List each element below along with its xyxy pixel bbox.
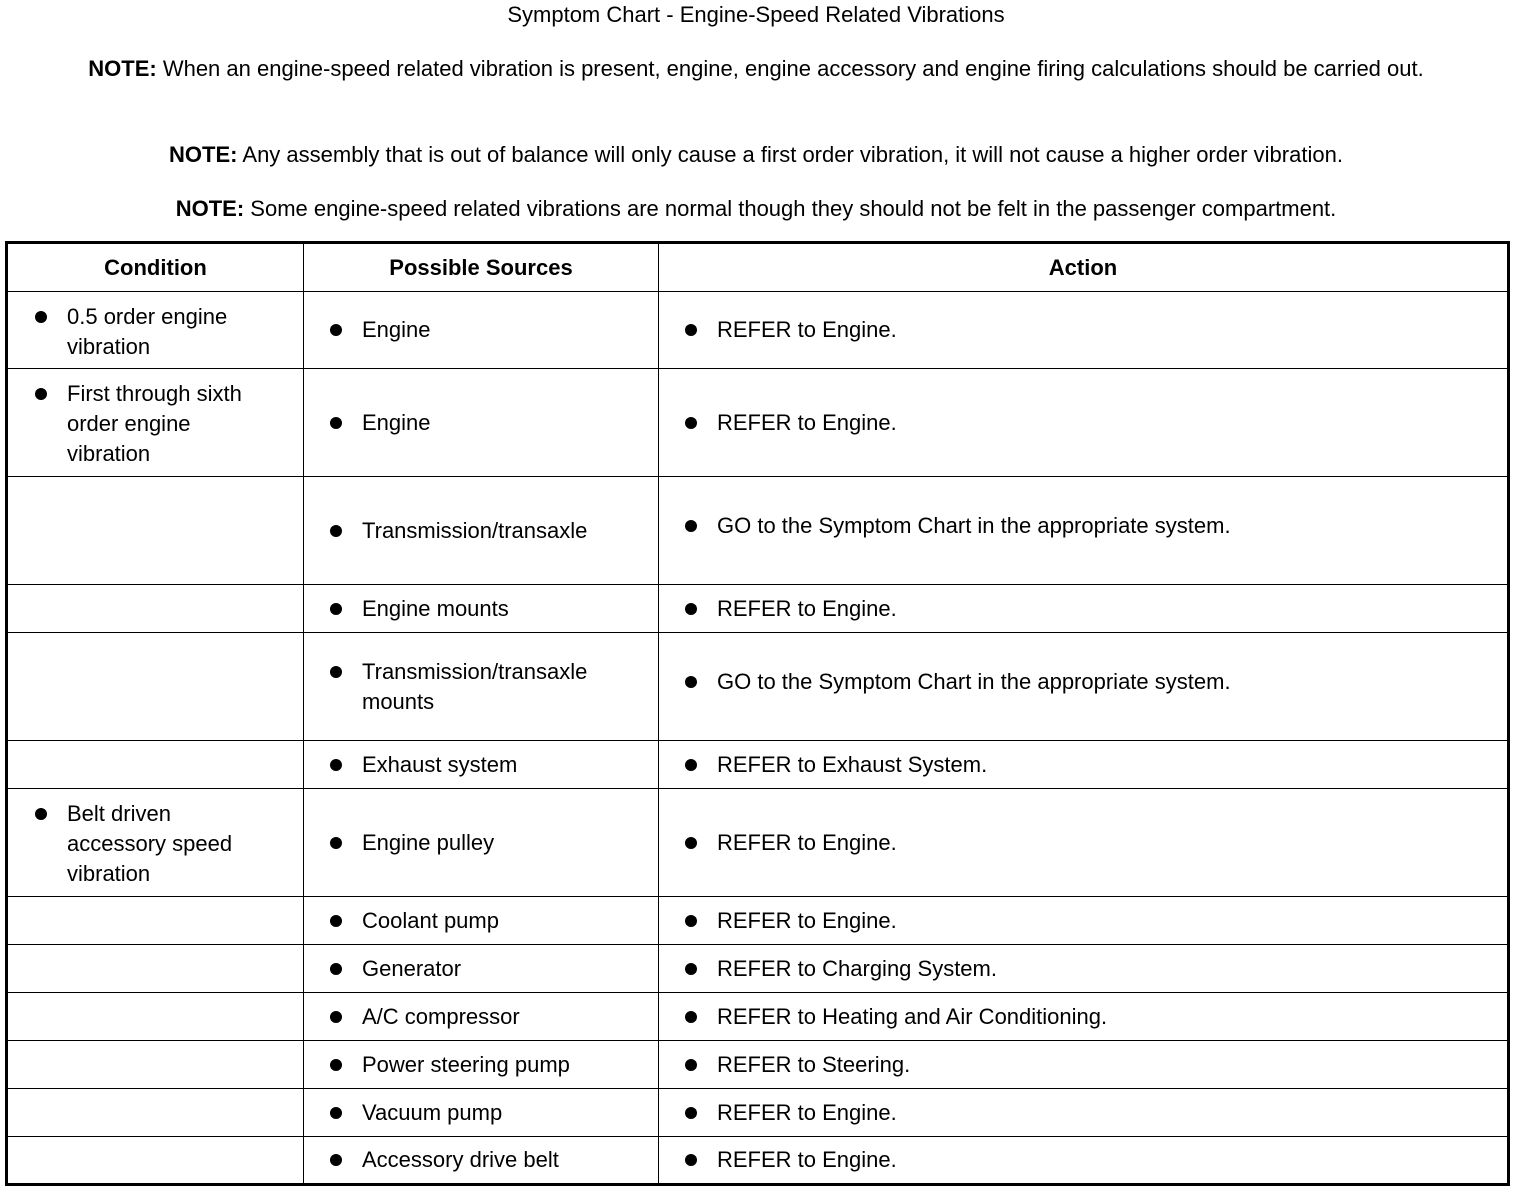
bullet-icon <box>685 676 697 688</box>
action-cell <box>659 1137 1509 1185</box>
table-row <box>7 292 1509 369</box>
condition-text: First through sixth order engine vibration <box>67 381 242 466</box>
action-item <box>659 1145 1507 1175</box>
source-text: Accessory drive belt <box>362 1147 559 1172</box>
condition-cell <box>7 897 304 945</box>
bullet-icon <box>685 324 697 336</box>
bullet-icon <box>330 1107 342 1119</box>
bullet-icon <box>330 525 342 537</box>
bullet-icon <box>685 603 697 615</box>
condition-item <box>8 302 303 362</box>
source-cell <box>304 1089 659 1137</box>
source-item <box>304 1002 658 1032</box>
source-text: Generator <box>362 955 462 981</box>
condition-text: Belt driven accessory speed vibration <box>67 801 233 886</box>
source-item <box>304 1050 658 1080</box>
table-row <box>7 897 1509 945</box>
header-possible-sources: Possible Sources <box>304 243 659 292</box>
source-cell <box>304 369 659 477</box>
bullet-icon <box>330 915 342 927</box>
source-item <box>304 516 658 546</box>
action-cell <box>659 369 1509 477</box>
condition-cell <box>7 585 304 633</box>
bullet-icon <box>330 963 342 975</box>
bullet-icon <box>35 388 47 400</box>
bullet-icon <box>330 417 342 429</box>
source-cell <box>304 292 659 369</box>
action-item <box>659 1098 1507 1128</box>
condition-cell <box>7 1041 304 1089</box>
action-item <box>659 594 1507 624</box>
condition-text: 0.5 order engine vibration <box>67 304 228 359</box>
source-item <box>304 315 658 345</box>
bullet-icon <box>330 603 342 615</box>
condition-item <box>8 379 303 469</box>
bullet-icon <box>330 1011 342 1023</box>
action-text: REFER to Steering. <box>717 1051 911 1077</box>
note-3 <box>15 194 1497 224</box>
action-item <box>659 954 1507 984</box>
action-text: GO to the Symptom Chart in the appropriate system. <box>717 513 1231 538</box>
table-row <box>7 1089 1509 1137</box>
table-header-row <box>7 243 1509 292</box>
source-text: Engine pulley <box>362 829 495 855</box>
action-cell <box>659 897 1509 945</box>
condition-cell <box>7 1089 304 1137</box>
condition-cell <box>7 945 304 993</box>
table-row <box>7 1041 1509 1089</box>
header-action: Action <box>659 243 1509 292</box>
source-text: Vacuum pump <box>362 1099 503 1125</box>
source-text: Engine mounts <box>362 595 509 621</box>
bullet-icon <box>330 1154 342 1166</box>
table-row <box>7 789 1509 897</box>
action-item <box>659 408 1507 438</box>
bullet-icon <box>685 1011 697 1023</box>
action-text: REFER to Exhaust System. <box>717 751 988 777</box>
condition-cell <box>7 993 304 1041</box>
action-text: REFER to Engine. <box>717 1147 897 1172</box>
action-text: REFER to Heating and Air Conditioning. <box>717 1003 1108 1029</box>
condition-cell <box>7 292 304 369</box>
condition-cell <box>7 789 304 897</box>
bullet-icon <box>685 915 697 927</box>
source-text: Transmission/transaxle <box>362 517 588 543</box>
source-cell <box>304 993 659 1041</box>
source-cell <box>304 585 659 633</box>
source-item <box>304 750 658 780</box>
action-text: REFER to Engine. <box>717 595 897 621</box>
note-label: NOTE: <box>175 196 245 221</box>
action-cell <box>659 741 1509 789</box>
action-cell <box>659 993 1509 1041</box>
note-label: NOTE: <box>169 142 238 167</box>
symptom-table <box>5 241 1510 1186</box>
table-row <box>7 741 1509 789</box>
source-item <box>304 1145 658 1175</box>
source-item <box>304 906 658 936</box>
action-cell <box>659 477 1509 585</box>
action-cell <box>659 1089 1509 1137</box>
bullet-icon <box>685 963 697 975</box>
source-cell <box>304 741 659 789</box>
source-item <box>304 1098 658 1128</box>
table-row <box>7 369 1509 477</box>
bullet-icon <box>330 666 342 678</box>
source-item <box>304 657 658 717</box>
action-cell <box>659 585 1509 633</box>
action-text: REFER to Charging System. <box>717 955 997 981</box>
source-cell <box>304 1137 659 1185</box>
note-text: Any assembly that is out of balance will only cause a first order vibration, it will not cause a higher order vibration. <box>237 142 1343 167</box>
note-text: When an engine-speed related vibration is present, engine, engine accessory and engine firing calculations should be carried out. <box>156 56 1424 81</box>
action-text: REFER to Engine. <box>717 1099 897 1125</box>
source-text: Engine <box>362 409 431 435</box>
note-text: Some engine-speed related vibrations are normal though they should not be felt in the passenger compartment. <box>244 196 1337 221</box>
table-row <box>7 993 1509 1041</box>
action-cell <box>659 292 1509 369</box>
action-item <box>659 315 1507 345</box>
bullet-icon <box>685 417 697 429</box>
action-item <box>659 667 1507 697</box>
note-1 <box>15 54 1497 84</box>
bullet-icon <box>685 1059 697 1071</box>
bullet-icon <box>35 311 47 323</box>
source-cell <box>304 477 659 585</box>
source-cell <box>304 945 659 993</box>
source-text: A/C compressor <box>362 1003 520 1029</box>
action-item <box>659 828 1507 858</box>
action-item <box>659 511 1507 541</box>
condition-item <box>8 799 303 889</box>
condition-cell <box>7 369 304 477</box>
table-row <box>7 1137 1509 1185</box>
condition-cell <box>7 1137 304 1185</box>
note-label: NOTE: <box>88 56 157 81</box>
source-cell <box>304 633 659 741</box>
table-row <box>7 585 1509 633</box>
table-row <box>7 945 1509 993</box>
action-item <box>659 750 1507 780</box>
table-row <box>7 477 1509 585</box>
bullet-icon <box>685 1107 697 1119</box>
source-item <box>304 954 658 984</box>
bullet-icon <box>685 837 697 849</box>
condition-cell <box>7 477 304 585</box>
bullet-icon <box>35 808 47 820</box>
page-title: Symptom Chart - Engine-Speed Related Vibrations <box>507 2 1005 27</box>
bullet-icon <box>330 837 342 849</box>
action-cell <box>659 633 1509 741</box>
bullet-icon <box>685 520 697 532</box>
bullet-icon <box>330 759 342 771</box>
header-condition: Condition <box>7 243 304 292</box>
action-text: REFER to Engine. <box>717 317 897 342</box>
source-text: Exhaust system <box>362 751 518 777</box>
source-text: Coolant pump <box>362 907 499 933</box>
action-item <box>659 906 1507 936</box>
action-text: REFER to Engine. <box>717 409 897 435</box>
bullet-icon <box>330 1059 342 1071</box>
action-item <box>659 1002 1507 1032</box>
source-cell <box>304 1041 659 1089</box>
condition-cell <box>7 741 304 789</box>
source-text: Power steering pump <box>362 1051 570 1077</box>
bullet-icon <box>330 324 342 336</box>
source-item <box>304 408 658 438</box>
source-text: Engine <box>362 317 431 342</box>
action-text: REFER to Engine. <box>717 829 897 855</box>
action-cell <box>659 789 1509 897</box>
source-text: Transmission/transaxle mounts <box>362 658 588 714</box>
action-text: REFER to Engine. <box>717 907 897 933</box>
bullet-icon <box>685 759 697 771</box>
action-text: GO to the Symptom Chart in the appropriate system. <box>717 669 1231 694</box>
action-cell <box>659 1041 1509 1089</box>
bullet-icon <box>685 1154 697 1166</box>
condition-cell <box>7 633 304 741</box>
source-cell <box>304 789 659 897</box>
action-item <box>659 1050 1507 1080</box>
note-2 <box>15 140 1497 170</box>
table-row <box>7 633 1509 741</box>
action-cell <box>659 945 1509 993</box>
source-item <box>304 594 658 624</box>
source-item <box>304 828 658 858</box>
source-cell <box>304 897 659 945</box>
